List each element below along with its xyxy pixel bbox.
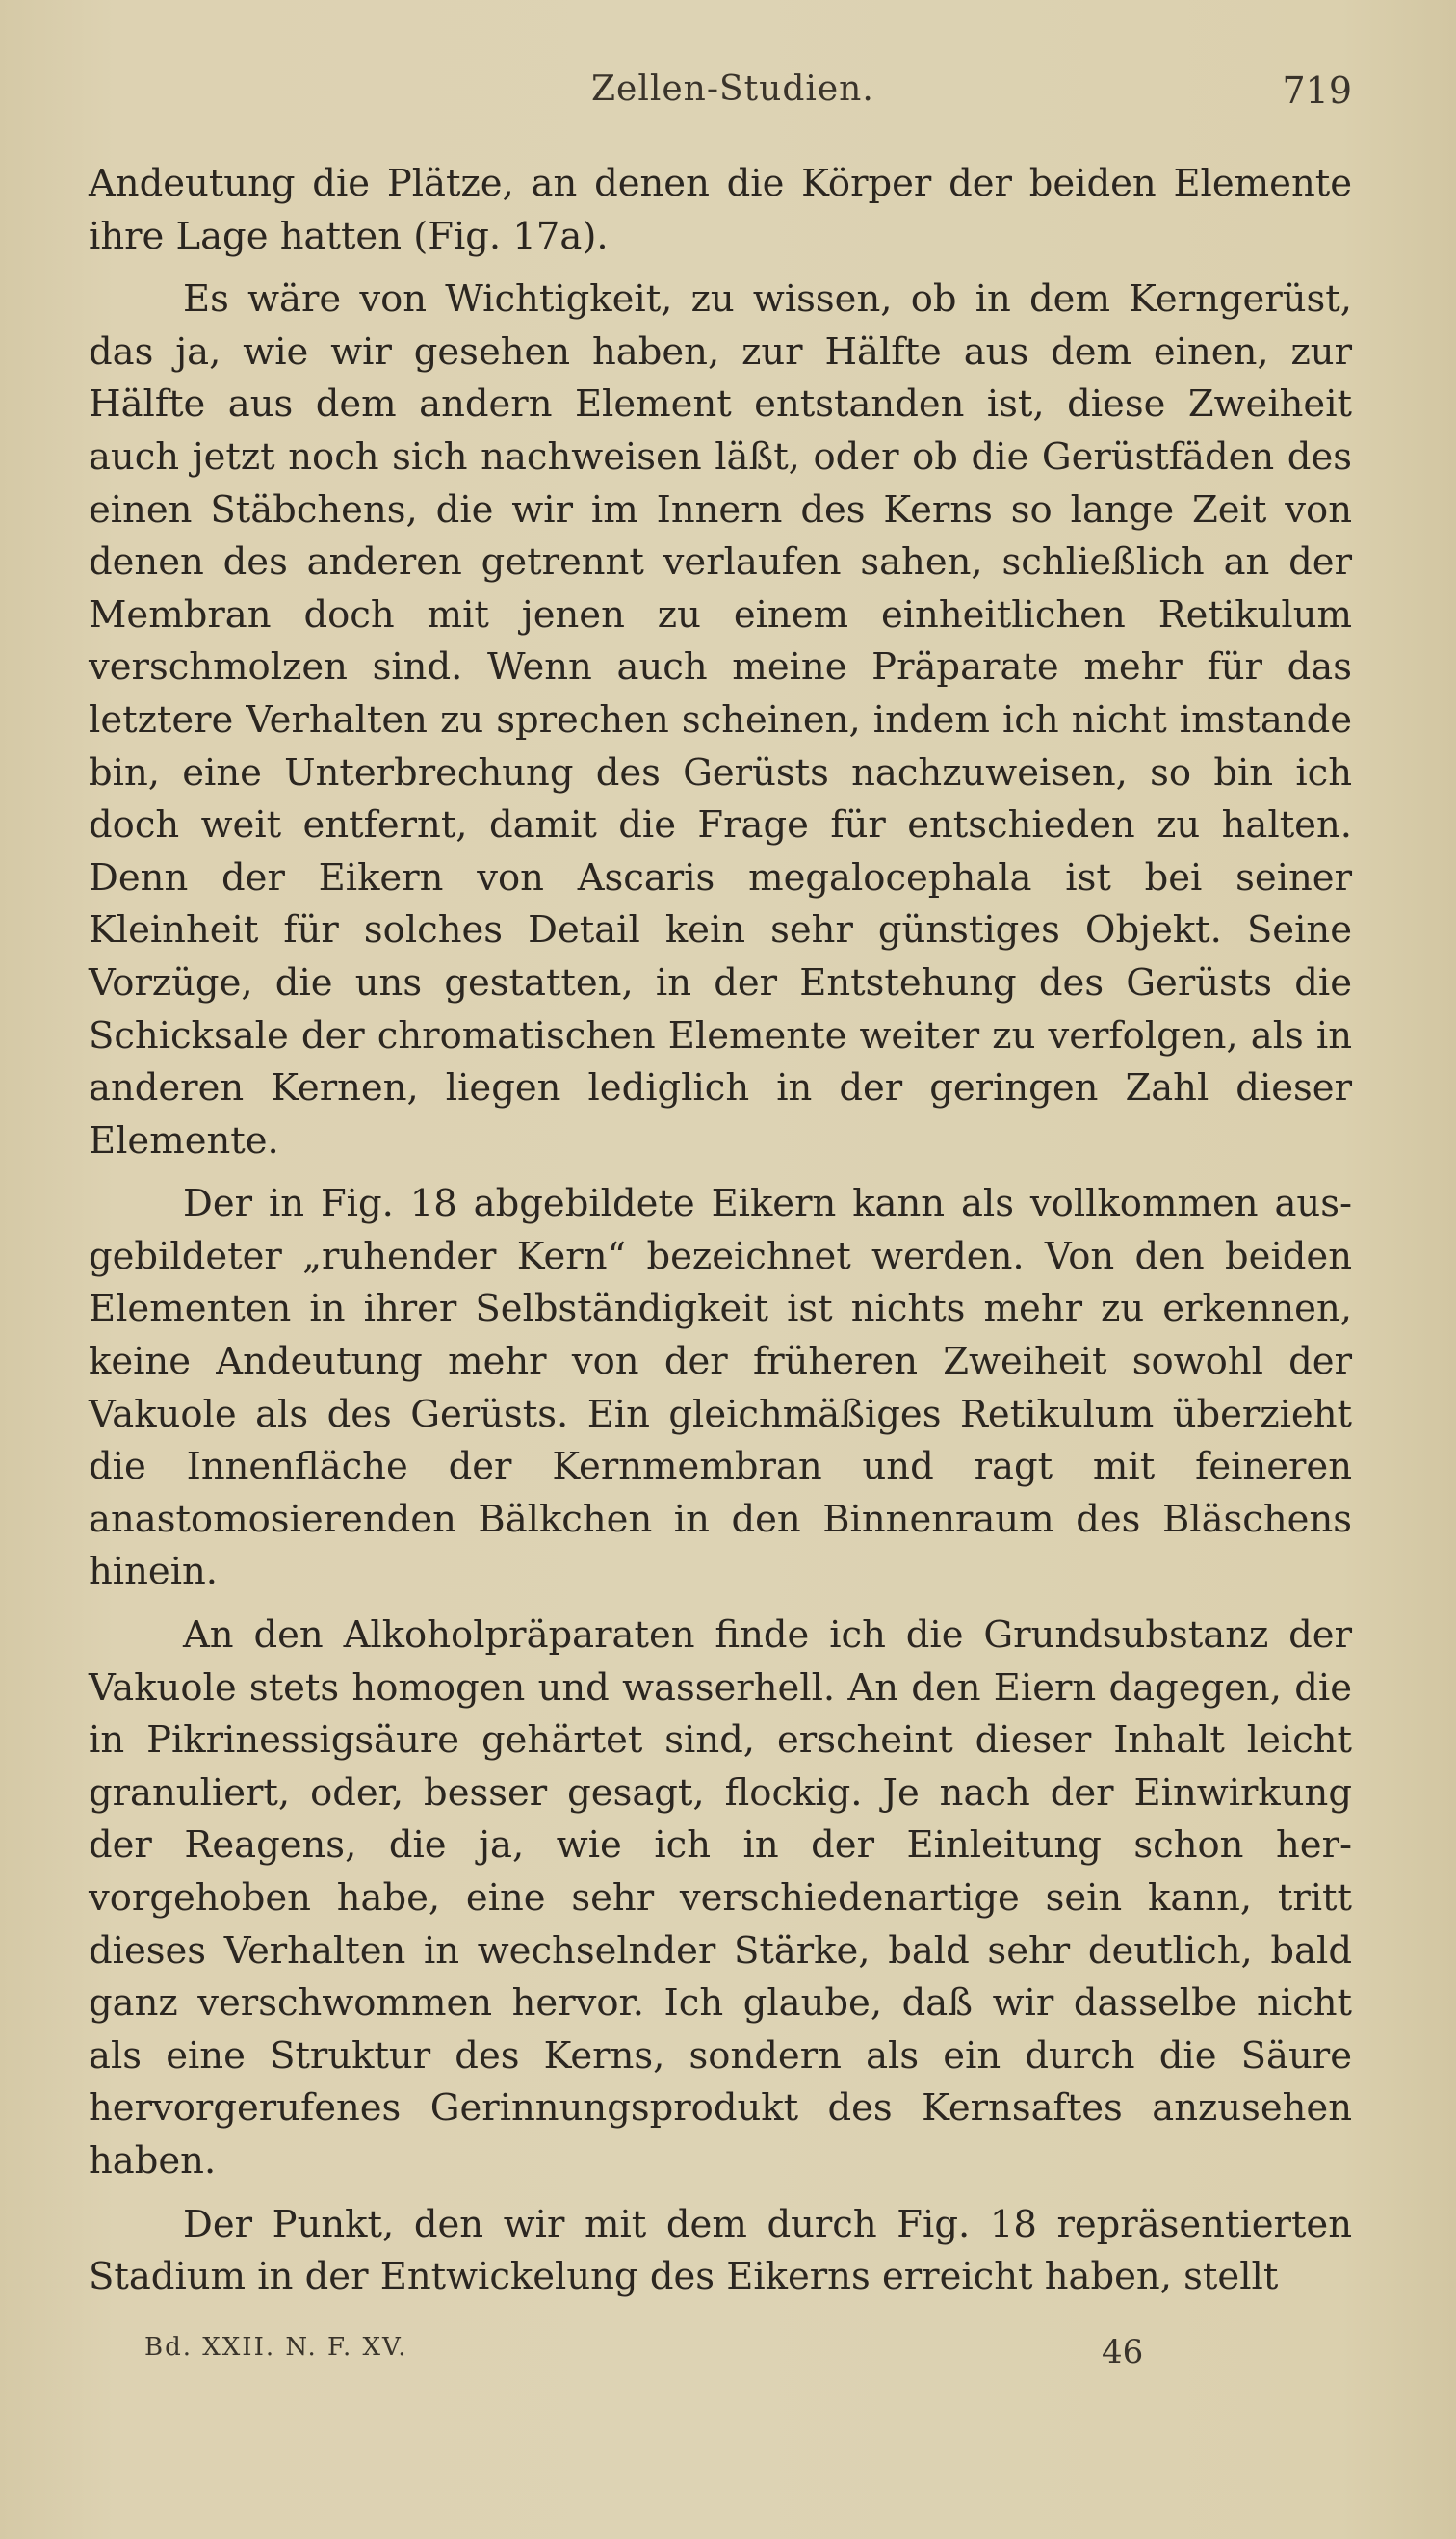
body-text bbox=[89, 158, 1352, 2315]
page-number: 719 bbox=[1282, 69, 1352, 112]
running-title: Zellen-Studien. bbox=[591, 69, 874, 109]
paragraph-continuation: Andeutung die Plätze, an denen die Körper der beiden Elemente ihre Lage hatten (Fig. 17a). bbox=[89, 162, 1352, 258]
paragraph: An den Alkoholpräparaten finde ich die Grundsubstanz der Vakuole stets homogen und wasserhell. An den Eiern dagegen, die in Pikrinessigsäure gehärtet sind, erscheint dieser Inhalt leicht granuliert, oder, besser gesagt, flockig. Je nach der Einwirkung der Reagens, die ja, wie ich in der Einleitung schon hervorgehoben habe, eine sehr verschiedenartige sein kann, tritt dieses Verhalten in wechselnder Stärke, bald sehr deutlich, bald ganz verschwommen hervor. Ich glaube, daß wir dasselbe nicht als eine Struktur des Kerns, sondern als ein durch die Säure hervorgerufenes Gerinnungsprodukt des Kernsaftes anzusehen haben. bbox=[89, 1613, 1352, 2183]
sheet-number: 46 bbox=[1102, 2333, 1144, 2371]
paragraph: Es wäre von Wichtigkeit, zu wissen, ob in dem Kerngerüst, das ja, wie wir gesehen haben, zur Hälfte aus dem einen, zur Hälfte aus dem andern Element entstanden ist, diese Zweiheit auch jetzt noch sich nachweisen läßt, oder ob die Gerüstfäden des einen Stäbchens, die wir im Innern des Kerns so lange Zeit von denen des anderen getrennt verlaufen sahen, schließlich an der Membran doch mit jenen zu einem einheitlichen Retikulum verschmolzen sind. Wenn auch meine Präparate mehr für das letztere Verhalten zu sprechen scheinen, indem ich nicht imstande bin, eine Unterbrechung des Gerüsts nachzuweisen, so bin ich doch weit entfernt, damit die Frage für entschieden zu halten. Denn der Eikern von Ascaris megalocephala ist bei seiner Kleinheit für solches Detail kein sehr günstiges Objekt. Seine Vorzüge, die uns gestatten, in der Entstehung des Gerüsts die Schicksale der chromatischen Elemente weiter zu verfolgen, als in anderen Kernen, liegen lediglich in der geringen Zahl dieser Elemente. bbox=[89, 277, 1352, 1163]
paragraph: Der in Fig. 18 abgebildete Eikern kann als vollkommen ausgebildeter „ruhender Kern“ bezeichnet werden. Von den beiden Elementen in ihrer Selbständigkeit ist nichts mehr zu erkennen, keine Andeutung mehr von der früheren Zweiheit sowohl der Vakuole als des Gerüsts. Ein gleichmäßiges Retikulum überzieht die Innenfläche der Kernmembran und ragt mit feineren anastomosierenden Bälkchen in den Binnenraum des Bläschens hinein. bbox=[89, 1182, 1352, 1594]
signature-mark: Bd. XXII. N. F. XV. bbox=[144, 2333, 408, 2362]
running-head bbox=[0, 69, 1456, 127]
paragraph-continues: Der Punkt, den wir mit dem durch Fig. 18 repräsentierten Stadium in der Entwickelung des Eikerns erreicht haben, stellt bbox=[89, 2202, 1352, 2299]
page-footer bbox=[0, 2333, 1456, 2381]
